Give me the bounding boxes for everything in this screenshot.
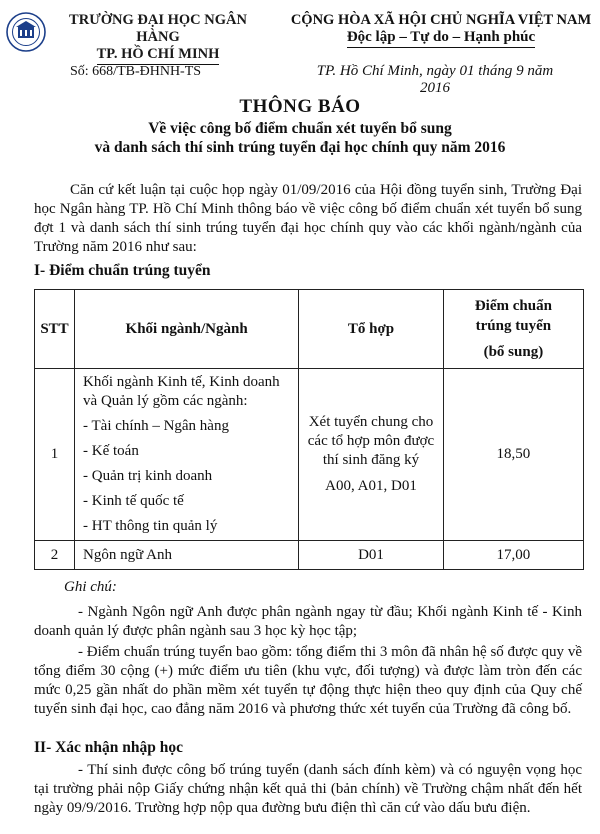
table-header-row <box>35 290 584 369</box>
table-row <box>35 541 584 570</box>
row1-to-hop <box>299 369 444 541</box>
row2-diem: 17,00 <box>443 541 583 570</box>
national-heading <box>286 12 596 48</box>
header-diem <box>443 290 583 369</box>
place-and-date: TP. Hồ Chí Minh, ngày 01 tháng 9 năm 2016 <box>316 63 554 96</box>
list-item: - Kế toán <box>83 443 139 459</box>
document-number: Số: 668/TB-ĐHNH-TS <box>70 64 202 79</box>
row1-to-hop-text: Xét tuyển chung cho các tổ hợp môn được thí sinh đăng ký <box>307 414 435 468</box>
list-item: - HT thông tin quản lý <box>83 518 218 534</box>
row1-to-hop-codes: A00, A01, D01 <box>325 478 417 494</box>
header-diem-line1: Điểm chuẩn <box>474 298 552 314</box>
row2-to-hop: D01 <box>299 541 444 570</box>
document-header <box>0 6 600 96</box>
school-name-line1: TRƯỜNG ĐẠI HỌC NGÂN HÀNG <box>69 12 247 45</box>
list-item: - Quản trị kinh doanh <box>83 468 213 484</box>
section-2-paragraph: - Thí sinh được công bố trúng tuyển (danh sách đính kèm) và có nguyện vọng học tại trường phải nộp Giấy chứng nhận kết quả thi (bản chính) về Trường chậm nhất đến hết ngày 09/9/2016. Trường hợp nộp qua đường bưu điện thì căn cứ vào dấu bưu điện. <box>34 762 582 816</box>
row1-stt: 1 <box>35 369 75 541</box>
row2-nganh: Ngôn ngữ Anh <box>75 541 299 570</box>
table-row <box>35 369 584 541</box>
document-subtitle <box>40 119 560 157</box>
national-name: CỘNG HÒA XÃ HỘI CHỦ NGHĨA VIỆT NAM <box>290 12 592 28</box>
section-2-heading: II- Xác nhận nhập học <box>34 739 184 756</box>
school-name-line2: TP. HỒ CHÍ MINH <box>97 46 220 65</box>
header-to-hop: Tổ hợp <box>299 290 444 369</box>
header-stt: STT <box>35 290 75 369</box>
intro-paragraph: Căn cứ kết luận tại cuộc họp ngày 01/09/2016 của Hội đồng tuyển sinh, Trường Đại học Ngân hàng TP. Hồ Chí Minh thông báo về việc công bố điểm chuẩn xét tuyển bổ sung đợt 1 và danh sách thí sinh trúng tuyển đại học chính quy vào các khối ngành/ngành của Trường năm 2016 như sau: <box>34 182 582 255</box>
subtitle-line1: Về việc công bố điểm chuẩn xét tuyển bổ sung <box>148 120 452 137</box>
subtitle-line2: và danh sách thí sinh trúng tuyển đại học chính quy năm 2016 <box>94 139 506 156</box>
school-name <box>48 12 268 65</box>
row2-stt: 2 <box>35 541 75 570</box>
header-diem-line2: trúng tuyển <box>475 318 552 334</box>
row1-diem: 18,50 <box>443 369 583 541</box>
note-1: - Ngành Ngôn ngữ Anh được phân ngành ngay từ đầu; Khối ngành Kinh tế - Kinh doanh quản lý được phân ngành sau 3 học kỳ học tập; <box>34 604 582 639</box>
header-nganh: Khối ngành/Ngành <box>75 290 299 369</box>
list-item: - Kinh tế quốc tế <box>83 493 184 509</box>
document-title: THÔNG BÁO <box>239 96 361 117</box>
note-label: Ghi chú: <box>64 579 117 595</box>
note-2: - Điểm chuẩn trúng tuyển bao gồm: tổng điểm thi 3 môn đã nhân hệ số được quy về tổng điểm 30 cộng (+) mức điểm ưu tiên (khu vực, đối tượng) và được làm tròn đến các mức 0,25 gần nhất do phần mềm xét tuyển tự động thực hiện theo quy định của Quy chế tuyển sinh đại học, cao đẳng năm 2016 và phương thức xét tuyển của Trường đã công bố. <box>34 644 582 717</box>
cutoff-score-table <box>34 289 584 570</box>
section-1-heading: I- Điểm chuẩn trúng tuyển <box>34 262 211 279</box>
university-seal-icon <box>6 12 46 52</box>
header-diem-line3: (bổ sung) <box>483 344 544 360</box>
list-item: - Tài chính – Ngân hàng <box>83 418 229 434</box>
national-motto: Độc lập – Tự do – Hạnh phúc <box>347 29 535 48</box>
row1-nganh-intro: Khối ngành Kinh tế, Kinh doanh và Quản lý gồm các ngành: <box>83 374 280 409</box>
row1-nganh <box>75 369 299 541</box>
